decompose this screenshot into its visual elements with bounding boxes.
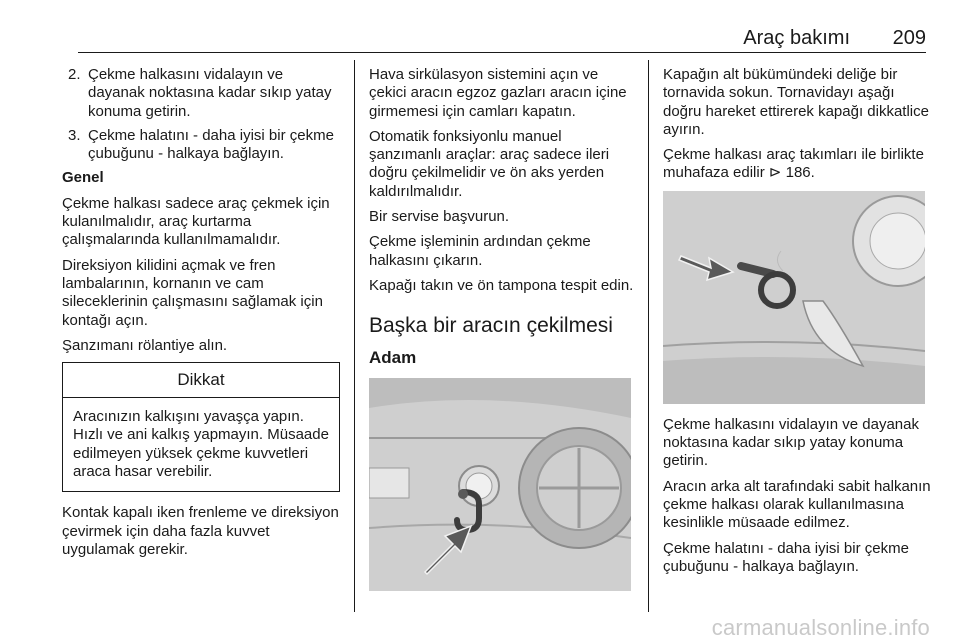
model-subtitle: Adam (369, 348, 417, 368)
paragraph: Çekme halkasını vidalayın ve dayanak noktasına kadar sıkıp yatay konuma getirin. (663, 415, 919, 470)
rear-bumper-illustration (369, 378, 631, 591)
step-number: 2. (68, 66, 81, 83)
step-item (62, 127, 342, 164)
paragraph: Bir servise başvurun. (369, 208, 510, 226)
paragraph: Aracın arka alt tarafındaki sabit halkanın çekme halkası olarak kullanılmasına kesinlikle müsaade edilmez. (663, 477, 931, 532)
column-1 (62, 66, 342, 566)
page-number: 209 (892, 27, 926, 49)
paragraph: Çekme halkası sadece araç çekmek için kulanılmalıdır, araç kurtarma çalışmalarında kullanılmamalıdır. (62, 194, 330, 249)
column-2 (369, 66, 634, 591)
chapter-title: Araç bakımı (743, 27, 850, 49)
subheading-general: Genel (62, 169, 104, 187)
watermark-text: carmanualsonline.info (711, 614, 930, 640)
paragraph: Kapağı takın ve ön tampona tespit edin. (369, 276, 634, 294)
step-text: Çekme halatını - daha iyisi bir çekme çubuğunu - halkaya bağlayın. (88, 126, 334, 163)
paragraph: Otomatik fonksiyonlu manuel şanzımanlı araçlar: araç sadece ileri doğru çekilmelidir ve ön aks yerden kaldırılmalıdır. (369, 127, 610, 200)
paragraph: Direksiyon kilidini açmak ve fren lambalarının, kornanın ve cam sileceklerinin çalışmasını sağlamak için kontağı açın. (62, 256, 323, 329)
front-bumper-illustration (663, 191, 925, 404)
rear-bumper-drawing (369, 378, 631, 591)
tow-arrow-icon (419, 518, 479, 578)
header-rule (78, 52, 926, 53)
step-list (62, 66, 342, 163)
caution-title: Dikkat (63, 363, 339, 398)
column-divider (354, 60, 355, 612)
paragraph: Çekme halkası araç takımları ile birlikte muhafaza edilir ⊳ 186. (663, 146, 924, 182)
paragraph: Hava sirkülasyon sistemini açın ve çekici aracın egzoz gazları aracın içine girmemesi için camları kapatın. (369, 66, 627, 120)
section-title: Başka bir aracın çekilmesi (369, 314, 613, 338)
paragraph: Kapağın alt bükümündeki deliğe bir tornavida sokun. Tornavidayı aşağı doğru hareket ettirerek kapağı dikkatlice ayırın. (663, 66, 929, 138)
page-header (78, 26, 926, 50)
paragraph: Kontak kapalı iken frenleme ve direksiyon çevirmek için daha fazla kuvvet uygulamak gerekir. (62, 504, 339, 558)
column-divider (648, 60, 649, 612)
step-number: 3. (68, 126, 81, 144)
paragraph: Şanzımanı rölantiye alın. (62, 336, 228, 354)
caution-body: Aracınızın kalkışını yavaşça yapın. Hızlı ve ani kalkış yapmayın. Müsaade edilmeyen yüksek çekme kuvvetleri araca hasar verebilir. (73, 408, 329, 481)
caution-box (62, 362, 340, 492)
tow-hook-icon (733, 246, 803, 316)
column-3 (663, 66, 931, 583)
tow-arrow-icon (677, 246, 737, 286)
paragraph: Çekme işleminin ardından çekme halkasını çıkarın. (369, 233, 591, 269)
paragraph: Çekme halatını - daha iyisi bir çekme çubuğunu - halkaya bağlayın. (663, 539, 909, 575)
step-text: Çekme halkasını vidalayın ve dayanak noktasına kadar sıkıp yatay konuma getirin. (88, 66, 332, 120)
step-item (62, 66, 342, 121)
